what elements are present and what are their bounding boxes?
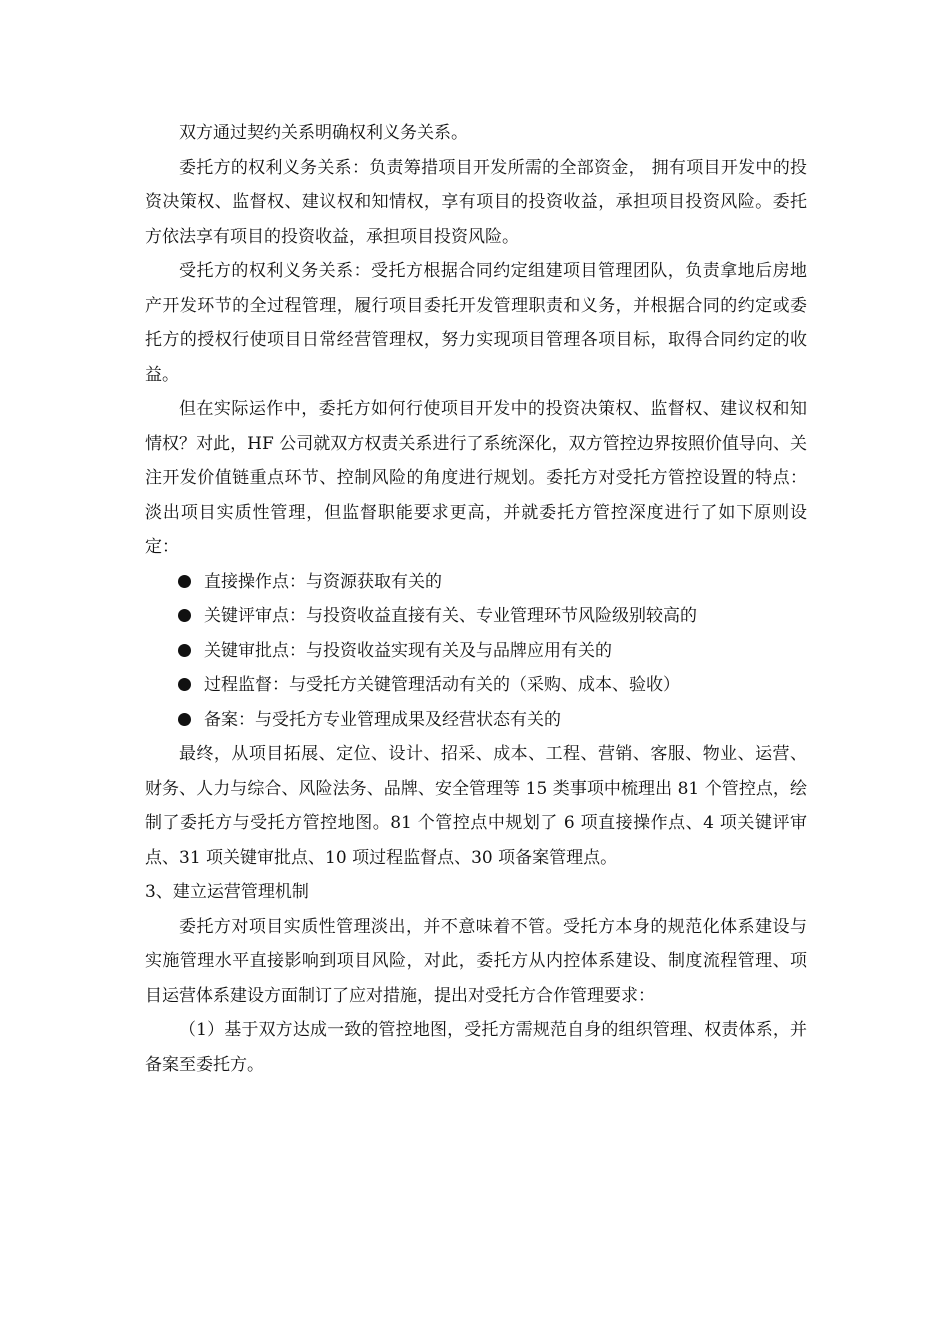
list-item-text: 关键评审点：与投资收益直接有关、专业管理环节风险级别较高的 bbox=[204, 606, 697, 626]
paragraph-contract-relation: 双方通过契约关系明确权利义务关系。 bbox=[179, 123, 468, 143]
list-item bbox=[145, 565, 807, 600]
paragraph-operations-mechanism: 委托方对项目实质性管理淡出，并不意味着不管。受托方本身的规范化体系建设与实施管理水平直接影响到项目风险，对此，委托方从内控体系建设、制度流程管理、项目运营体系建设方面制订了应对措施，提出对受托方合作管理要求： bbox=[145, 916, 807, 1006]
paragraph-control-map-summary: 最终，从项目拓展、定位、设计、招采、成本、工程、营销、客服、物业、运营、财务、人力与综合、风险法务、品牌、安全管理等 15 类事项中梳理出 81 个管控点，绘制了委托方与受托方管控地图。81 个管控点中规划了 6 项直接操作点、4 项关键评审点、31 项关键审批点、10 项过程监督点、30 项备案管理点。 bbox=[145, 744, 807, 868]
list-item bbox=[145, 634, 807, 669]
list-item-text: 直接操作点：与资源获取有关的 bbox=[204, 571, 442, 592]
bullet-dot-icon bbox=[178, 713, 191, 726]
control-points-list bbox=[145, 565, 807, 738]
list-item bbox=[145, 668, 807, 703]
list-item bbox=[145, 599, 807, 634]
bullet-dot-icon bbox=[178, 644, 191, 657]
section-heading: 3、建立运营管理机制 bbox=[145, 882, 309, 902]
paragraph-client-rights: 委托方的权利义务关系：负责筹措项目开发所需的全部资金， 拥有项目开发中的投资决策权、监督权、建议权和知情权，享有项目的投资收益，承担项目投资风险。委托方依法享有项目的投资收益，承担项目投资风险。 bbox=[145, 157, 807, 247]
list-item bbox=[145, 703, 807, 738]
bullet-dot-icon bbox=[178, 575, 191, 588]
list-item-text: 过程监督：与受托方关键管理活动有关的（采购、成本、验收） bbox=[204, 675, 680, 695]
paragraph-trustee-rights: 受托方的权利义务关系：受托方根据合同约定组建项目管理团队，负责拿地后房地产开发环节的全过程管理，履行项目委托开发管理职责和义务，并根据合同的约定或委托方的授权行使项目日常经营管理权，努力实现项目管理各项目标，取得合同约定的收益。 bbox=[145, 261, 807, 385]
list-item-text: 备案：与受托方专业管理成果及经营状态有关的 bbox=[204, 709, 561, 730]
paragraph-requirement-1: （1）基于双方达成一致的管控地图，受托方需规范自身的组织管理、权责体系，并备案至委托方。 bbox=[145, 1020, 807, 1075]
list-item-text: 关键审批点：与投资收益实现有关及与品牌应用有关的 bbox=[204, 640, 612, 661]
bullet-dot-icon bbox=[178, 609, 191, 622]
bullet-dot-icon bbox=[178, 678, 191, 691]
document-body bbox=[145, 116, 807, 1082]
paragraph-control-principles: 但在实际运作中，委托方如何行使项目开发中的投资决策权、监督权、建议权和知情权？对此，HF 公司就双方权责关系进行了系统深化，双方管控边界按照价值导向、关注开发价值链重点环节、控制风险的角度进行规划。委托方对受托方管控设置的特点：淡出项目实质性管理，但监督职能要求更高，并就委托方管控深度进行了如下原则设定： bbox=[145, 399, 807, 557]
